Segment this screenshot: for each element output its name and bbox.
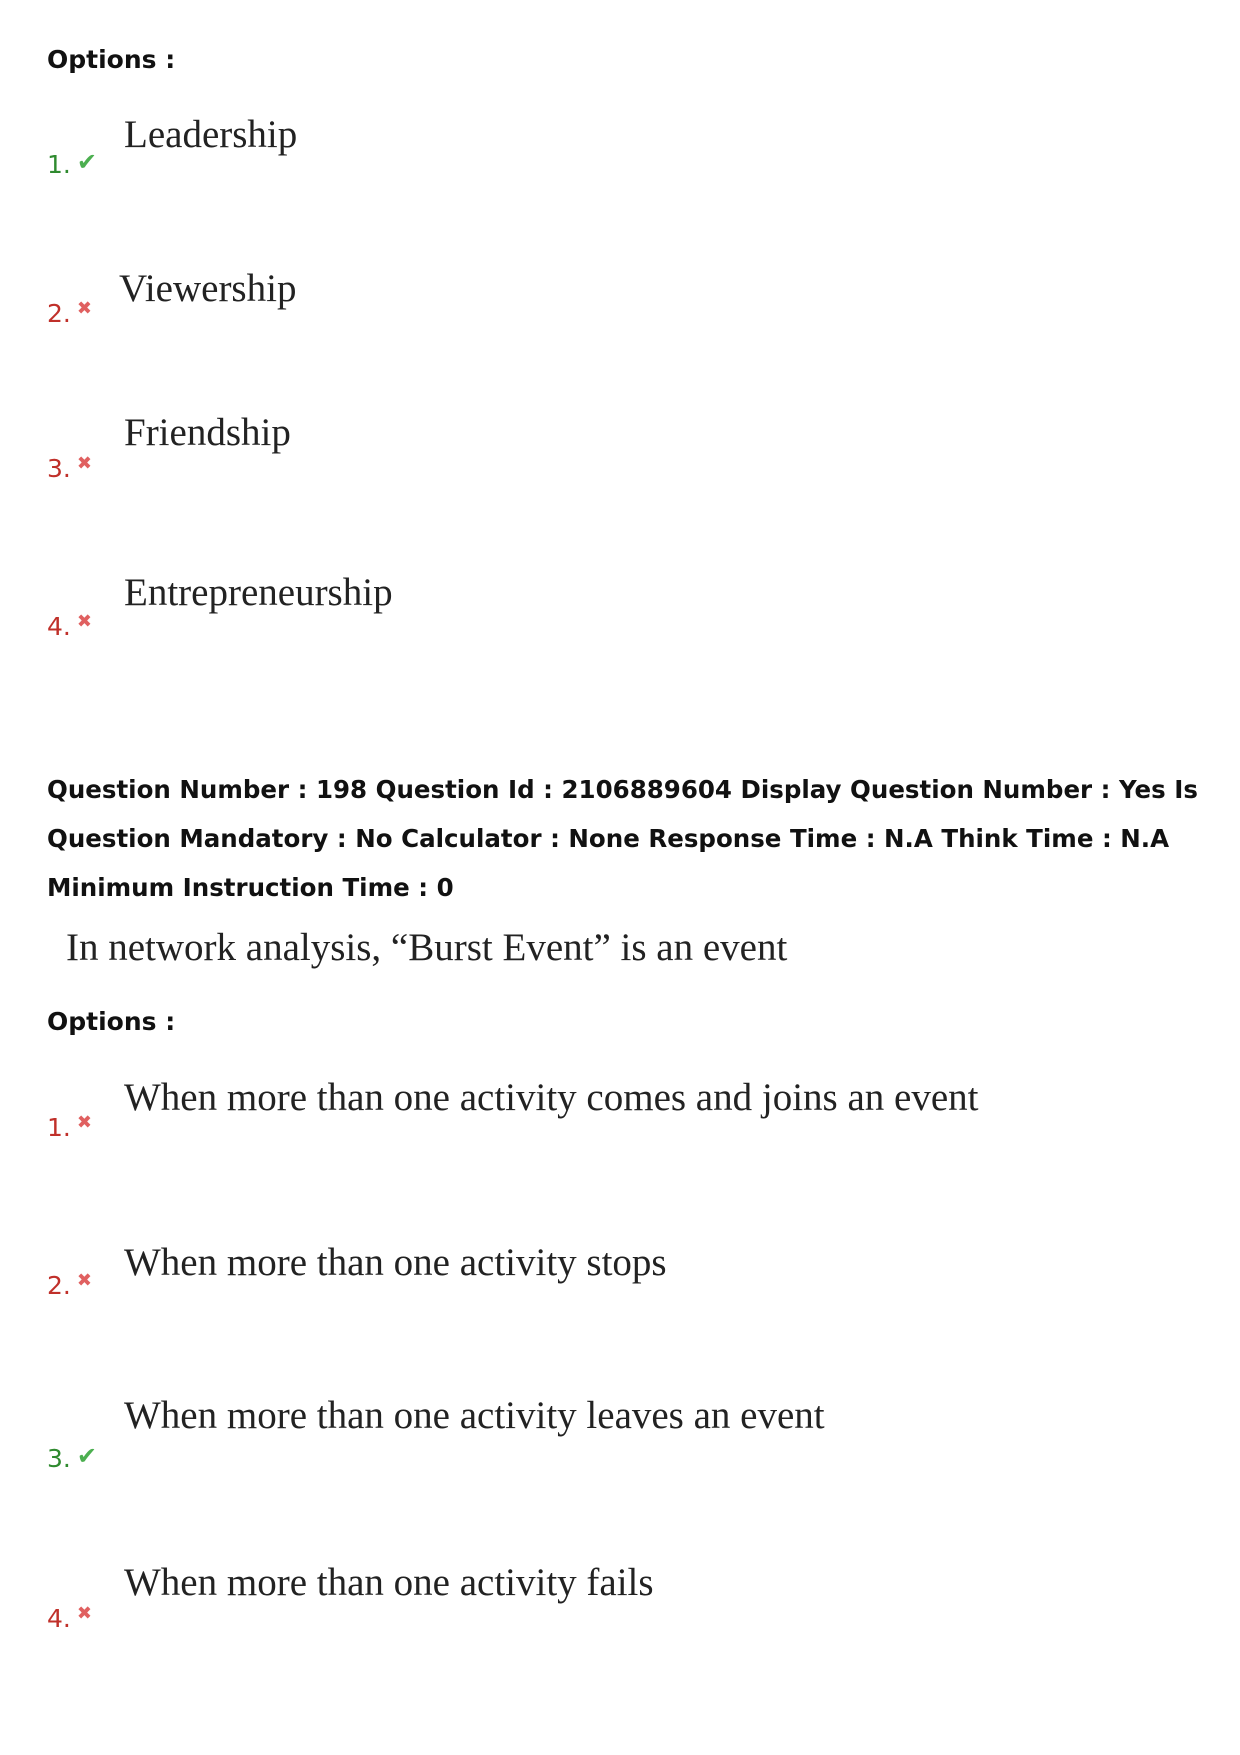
option-number-text: 3.	[47, 454, 71, 483]
option-number-text: 2.	[47, 299, 71, 328]
question-metadata: Question Number : 198 Question Id : 2106889604 Display Question Number : Yes Is Question Mandatory : No Calculator : None Response Time : N.A Think Time : N.A Minimum Instruction Time : 0	[47, 775, 1198, 902]
checkmark-icon: ✔	[76, 148, 97, 176]
option-number	[47, 611, 92, 641]
option-number	[47, 453, 92, 483]
option-text: When more than one activity leaves an event	[124, 1394, 825, 1437]
option-number	[47, 298, 92, 328]
option-text: When more than one activity fails	[124, 1561, 654, 1604]
option-number	[47, 148, 97, 179]
option-text: When more than one activity stops	[124, 1241, 667, 1284]
cross-icon: ✖	[76, 1603, 92, 1624]
option-number	[47, 1112, 92, 1142]
cross-icon: ✖	[76, 611, 92, 632]
option-number	[47, 1270, 92, 1300]
option-number-text: 1.	[47, 1113, 71, 1142]
cross-icon: ✖	[76, 1112, 92, 1133]
option-number-text: 1.	[47, 150, 71, 179]
options-label: Options :	[47, 45, 176, 74]
option-text: Leadership	[124, 113, 298, 156]
option-number	[47, 1442, 97, 1473]
option-text: When more than one activity comes and joins an event	[124, 1076, 979, 1119]
option-text: Viewership	[119, 267, 297, 310]
question-text: In network analysis, “Burst Event” is an event	[66, 926, 788, 969]
cross-icon: ✖	[76, 453, 92, 474]
option-number-text: 3.	[47, 1444, 71, 1473]
options-label: Options :	[47, 1007, 176, 1036]
checkmark-icon: ✔	[76, 1442, 97, 1470]
cross-icon: ✖	[76, 1270, 92, 1291]
cross-icon: ✖	[76, 298, 92, 319]
option-number-text: 2.	[47, 1271, 71, 1300]
option-number	[47, 1603, 92, 1633]
option-text: Entrepreneurship	[124, 571, 393, 614]
option-text: Friendship	[124, 411, 291, 454]
option-number-text: 4.	[47, 612, 71, 641]
option-number-text: 4.	[47, 1604, 71, 1633]
